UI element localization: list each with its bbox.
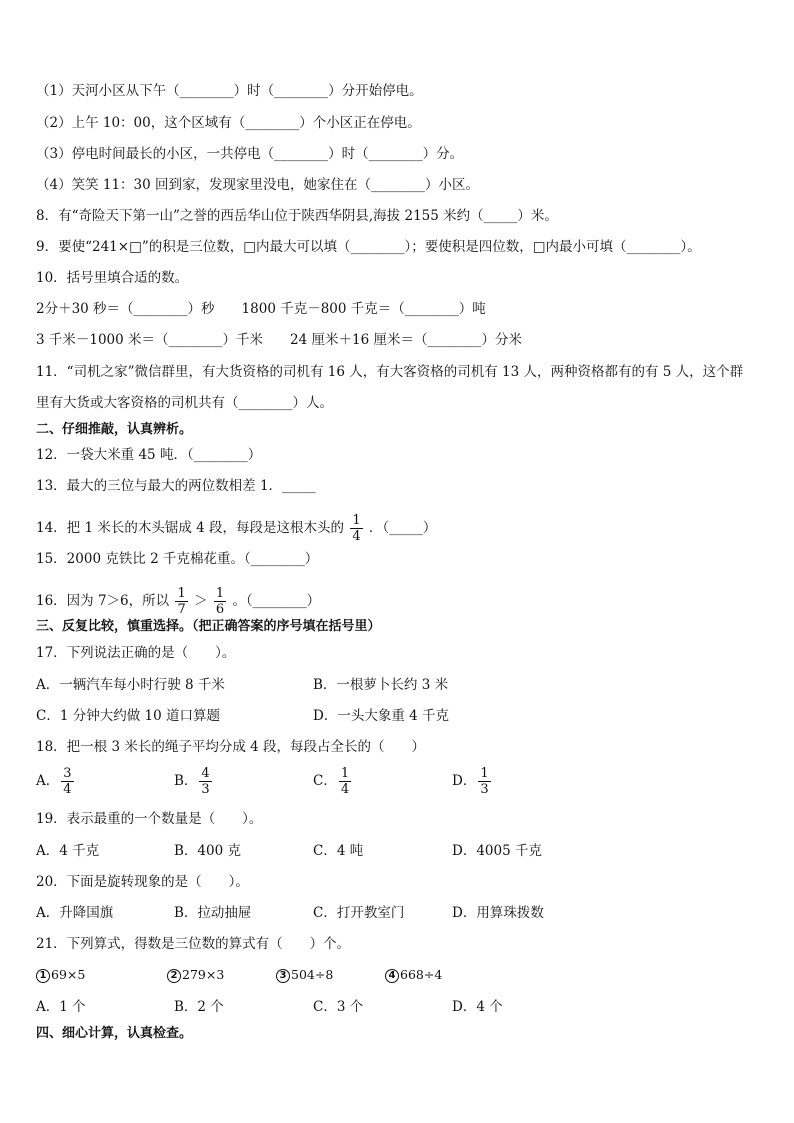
greater-than-sign: ＞: [194, 593, 208, 609]
q19-option-a: A．4 千克: [36, 843, 100, 859]
fraction-denominator: 3: [480, 782, 489, 797]
circled-number-icon: 1: [36, 969, 50, 983]
q17-option-d: D．一头大象重 4 千克: [313, 708, 449, 724]
question-17: 17．下列说法正确的是（ ）。: [36, 645, 236, 661]
expression: 668÷4: [400, 967, 443, 982]
question-16-blank: 。（________）: [232, 593, 321, 609]
fraction-numerator: 3: [63, 766, 72, 781]
fraction-numerator: 1: [340, 766, 350, 781]
fraction-denominator: 4: [63, 782, 72, 797]
fraction-numerator: 1: [177, 586, 186, 601]
q21-option-c: C．3 个: [313, 999, 364, 1015]
fraction-numerator: 1: [352, 513, 361, 528]
q19-option-c: C．4 吨: [313, 843, 364, 859]
section-3-heading: 三、反复比较，慎重选择。（把正确答案的序号填在括号里）: [36, 619, 381, 634]
question-10: 10．括号里填合适的数。: [36, 270, 189, 286]
q21-option-d: D．4 个: [452, 999, 503, 1015]
q19-option-b: B．400 克: [174, 843, 241, 859]
option-label: C．: [313, 773, 337, 789]
q18-option-d: [452, 766, 493, 797]
question-21: 21．下列算式，得数是三位数的算式有（ ）个。: [36, 936, 351, 952]
fraction-denominator: 3: [201, 782, 210, 797]
q20-option-c: C．打开教室门: [313, 905, 405, 921]
question-13: 13．最大的三位与最大的两位数相差 1．_____: [36, 478, 316, 494]
q17-option-b: B．一根萝卜长约 3 米: [313, 677, 449, 693]
question-20: 20．下面是旋转现象的是（ ）。: [36, 874, 249, 890]
question-10-row-b: 3 千米－1000 米＝（________）千米 24 厘米＋16 厘米＝（________）分米: [36, 332, 522, 348]
circled-number-icon: 4: [385, 969, 399, 983]
fraction-denominator: 6: [215, 602, 225, 617]
fraction-one-sixth: [214, 586, 226, 617]
question-9: 9．要使“241×□”的积是三位数，□内最大可以填（________）；要使积是四位数，□内最小可填（________）。: [36, 239, 701, 255]
expression: 504÷8: [291, 967, 334, 982]
question-14: [36, 513, 436, 544]
question-14-text: 14．把 1 米长的木头锯成 4 段，每段是这根木头的: [36, 520, 345, 536]
question-12: 12．一袋大米重 45 吨．（________）: [36, 447, 262, 463]
q18-option-c: [313, 766, 353, 797]
q20-option-a: A．升降国旗: [36, 905, 114, 921]
fraction-numerator: 4: [201, 766, 210, 781]
fraction-one-seventh: [175, 586, 187, 617]
q21-item-1: [36, 966, 85, 984]
fraction-numerator: 1: [480, 766, 489, 781]
question-7-1: （1）天河小区从下午（________）时（________）分开始停电。: [36, 83, 423, 99]
question-8: 8．有“奇险天下第一山”之誉的西岳华山位于陕西华阴县,海拔 2155 米约（_____）米。: [36, 208, 558, 224]
q21-option-a: A．1 个: [36, 999, 86, 1015]
fraction-three-quarters: [61, 766, 73, 797]
q17-option-a: A．一辆汽车每小时行驶 8 千米: [36, 677, 225, 693]
fraction-one-third: [478, 766, 490, 797]
q18-option-a: [36, 766, 76, 797]
q21-item-3: [276, 966, 333, 984]
fraction-denominator: 7: [177, 602, 186, 617]
q21-item-2: [167, 966, 224, 984]
fraction-one-quarter: [339, 766, 351, 797]
option-label: D．: [452, 773, 477, 789]
q21-item-4: [385, 966, 442, 984]
question-15: 15．2000 克铁比 2 千克棉花重。（________）: [36, 551, 319, 567]
option-label: B．: [174, 773, 198, 789]
q21-option-b: B．2 个: [174, 999, 224, 1015]
fraction-four-thirds: [199, 766, 211, 797]
question-16-text: 16．因为 7＞6，所以: [36, 593, 170, 609]
q20-option-d: D．用算珠拨数: [452, 905, 544, 921]
question-16: [36, 586, 320, 617]
expression: 279×3: [182, 967, 225, 982]
question-18: 18．把一根 3 米长的绳子平均分成 4 段，每段占全长的（ ）: [36, 739, 426, 755]
question-7-2: （2）上午 10：00，这个区域有（________）个小区正在停电。: [36, 115, 421, 131]
fraction-one-quarter: [350, 513, 362, 544]
q20-option-b: B．拉动抽屉: [174, 905, 252, 921]
question-10-row-a: 2分＋30 秒＝（________）秒 1800 千克－800 千克＝（________）吨: [36, 301, 486, 317]
question-14-blank: ．（_____）: [368, 520, 437, 536]
fraction-numerator: 1: [215, 586, 225, 601]
question-7-3: （3）停电时间最长的小区，一共停电（________）时（________）分。: [36, 146, 464, 162]
fraction-denominator: 4: [340, 782, 350, 797]
question-11-line-1: 11．“司机之家”微信群里，有大货资格的司机有 16 人，有大客资格的司机有 13 人，两种资格都有的有 5 人，这个群: [36, 364, 744, 380]
q19-option-d: D．4005 千克: [452, 843, 542, 859]
circled-number-icon: 2: [167, 969, 181, 983]
q18-option-b: [174, 766, 214, 797]
question-11-line-2: 里有大货或大客资格的司机共有（________）人。: [36, 395, 333, 411]
circled-number-icon: 3: [276, 969, 290, 983]
question-7-4: （4）笑笑 11：30 回到家，发现家里没电，她家住在（________）小区。: [36, 177, 480, 193]
section-4-heading: 四、细心计算，认真检查。: [36, 1026, 193, 1041]
question-19: 19．表示最重的一个数量是（ ）。: [36, 811, 263, 827]
expression: 69×5: [51, 967, 86, 982]
q17-option-c: C．1 分钟大约做 10 道口算题: [36, 708, 220, 724]
section-2-heading: 二、仔细推敲，认真辨析。: [36, 422, 193, 437]
fraction-denominator: 4: [352, 529, 361, 544]
option-label: A．: [36, 773, 60, 789]
